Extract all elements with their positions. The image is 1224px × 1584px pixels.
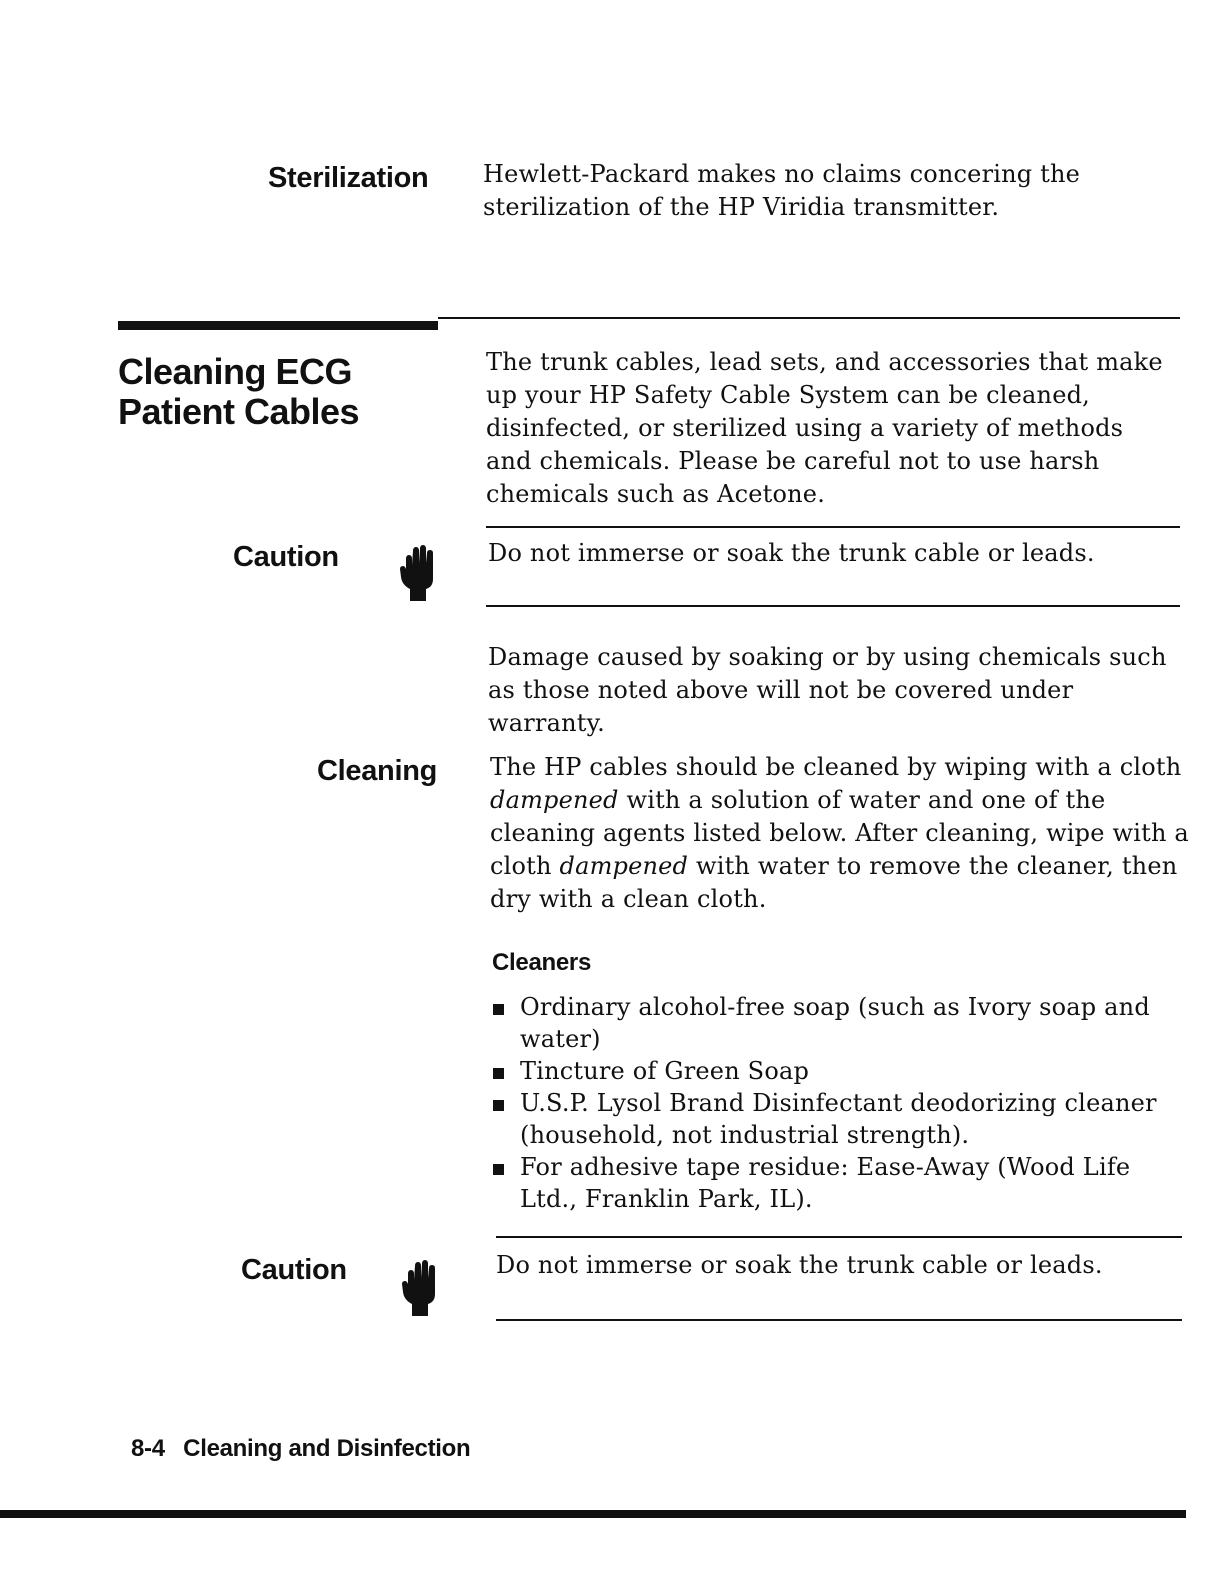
list-item: Ordinary alcohol-free soap (such as Ivory soap and water) bbox=[490, 991, 1170, 1055]
footer bbox=[131, 1435, 470, 1463]
list-item: Tincture of Green Soap bbox=[490, 1055, 1170, 1087]
caution2-top-rule bbox=[496, 1236, 1182, 1238]
caution1-label: Caution bbox=[233, 541, 339, 573]
section-title bbox=[118, 352, 359, 432]
hand-stop-icon bbox=[400, 545, 434, 601]
cleaning-heading: Cleaning bbox=[317, 755, 438, 787]
hand-stop-icon bbox=[402, 1260, 436, 1316]
cleaners-heading: Cleaners bbox=[492, 949, 591, 976]
caution1-text: Do not immerse or soak the trunk cable or leads. bbox=[488, 539, 1095, 567]
caution2-bottom-rule bbox=[496, 1319, 1182, 1321]
caution2-label: Caution bbox=[241, 1254, 347, 1286]
caution1-top-rule bbox=[486, 526, 1180, 528]
footer-rule bbox=[0, 1510, 1186, 1518]
section-title-line2: Patient Cables bbox=[118, 391, 360, 432]
sterilization-text: Hewlett-Packard makes no claims concering the sterilization of the HP Viridia transmitter. bbox=[483, 160, 1081, 221]
sterilization-heading: Sterilization bbox=[268, 162, 429, 194]
section-title-line1: Cleaning ECG bbox=[118, 351, 353, 392]
cleaners-list bbox=[490, 991, 1170, 1215]
cleaning-emphasis1: dampened bbox=[490, 786, 619, 814]
cleaning-text-part3: with water to remove the cleaner, then dry with a clean cloth. bbox=[490, 852, 1178, 913]
cleaning-emphasis2: dampened bbox=[559, 852, 689, 880]
cleaning-text-part2: with a solution of water and one of the cleaning agents listed below. After cleaning, wipe with a cloth bbox=[490, 786, 1189, 880]
chapter-title: Cleaning and Disinfection bbox=[183, 1435, 471, 1462]
cleaning-text bbox=[490, 751, 1190, 916]
section-intro: The trunk cables, lead sets, and accessories that make up your HP Safety Cable System can be cleaned, disinfected, or sterilized using a variety of methods and chemicals. Please be careful not to use harsh chemicals such as Acetone. bbox=[486, 348, 1163, 508]
section-rule-thick bbox=[118, 321, 438, 330]
page-number: 8-4 bbox=[131, 1435, 165, 1462]
caution2-text: Do not immerse or soak the trunk cable or leads. bbox=[496, 1251, 1103, 1279]
list-item: U.S.P. Lysol Brand Disinfectant deodorizing cleaner (household, not industrial strength). bbox=[490, 1087, 1170, 1151]
cleaning-text-part1: The HP cables should be cleaned by wiping with a cloth bbox=[490, 753, 1182, 781]
section-rule-thin bbox=[438, 317, 1180, 319]
damage-note: Damage caused by soaking or by using chemicals such as those noted above will not be covered under warranty. bbox=[488, 643, 1167, 737]
caution1-bottom-rule bbox=[486, 605, 1180, 607]
list-item: For adhesive tape residue: Ease-Away (Wood Life Ltd., Franklin Park, IL). bbox=[490, 1151, 1170, 1215]
